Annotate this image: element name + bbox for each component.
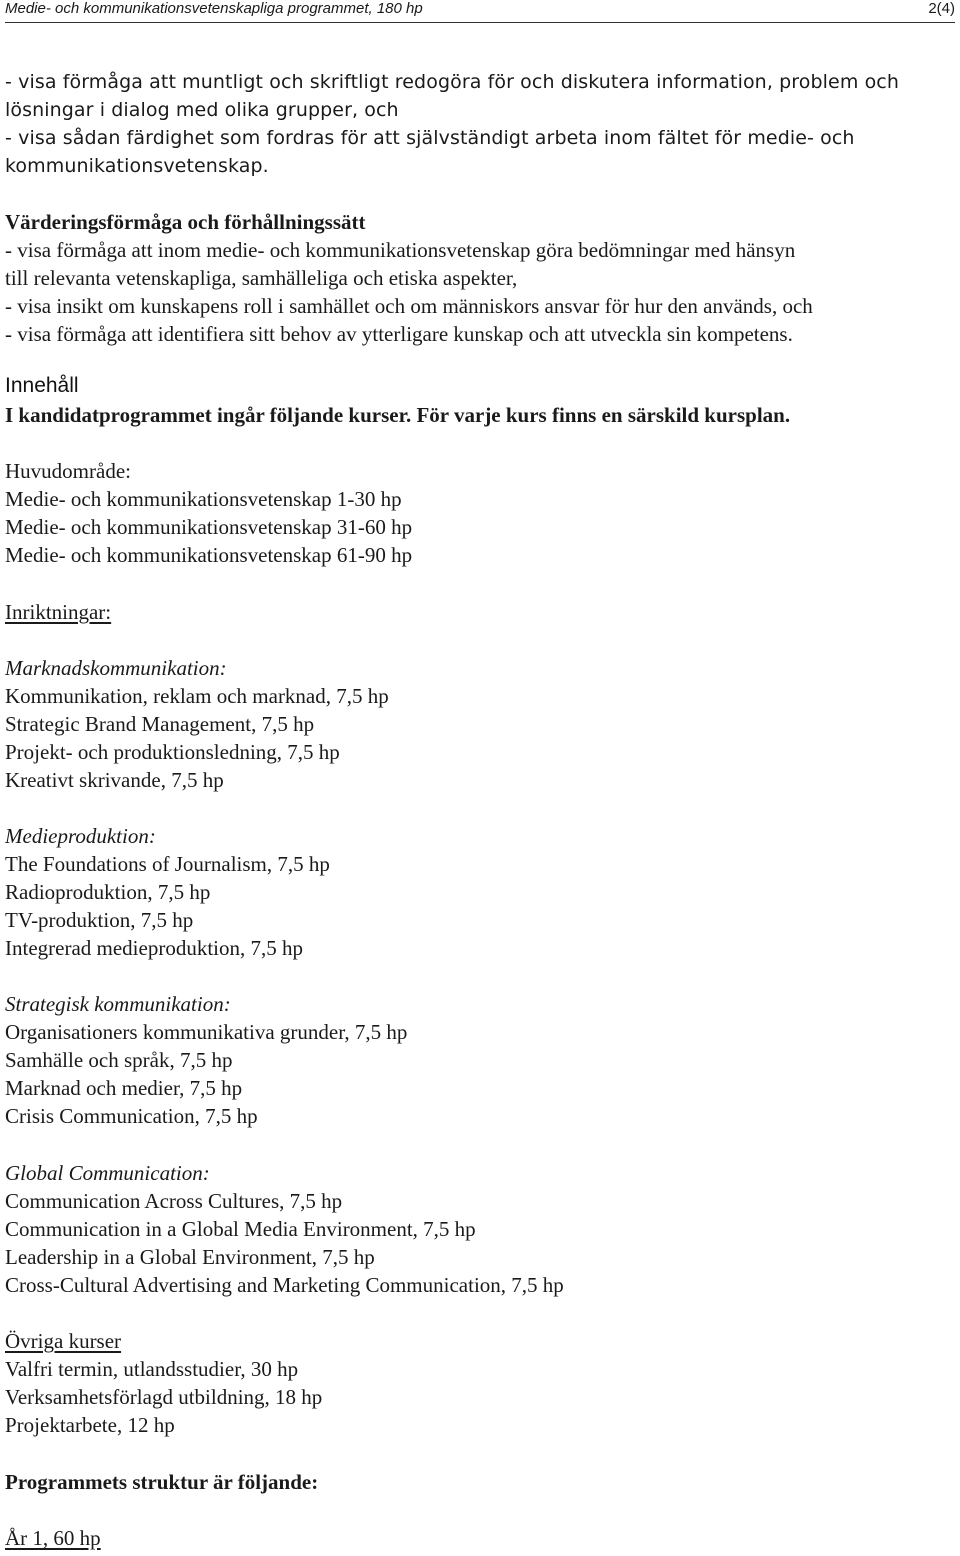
year-section	[5, 1524, 955, 1552]
intro-line: - visa sådan färdighet som fordras för att självständigt arbeta inom fältet för medie- och	[5, 127, 855, 149]
course-item: Samhälle och språk, 7,5 hp	[5, 1048, 233, 1072]
intro-paragraph	[5, 68, 955, 180]
course-item: Verksamhetsförlagd utbildning, 18 hp	[5, 1385, 323, 1409]
course-item: Integrerad medieproduktion, 7,5 hp	[5, 936, 303, 960]
strategic-label: Strategisk kommunikation:	[5, 992, 231, 1016]
course-item: TV-produktion, 7,5 hp	[5, 908, 194, 932]
page-number: 2(4)	[928, 0, 955, 17]
specializations-label: Inriktningar:	[5, 600, 112, 624]
marketing-section	[5, 654, 955, 794]
values-line: - visa förmåga att inom medie- och kommunikationsvetenskap göra bedömningar med hänsyn	[5, 238, 796, 262]
structure-heading: Programmets struktur är följande:	[5, 1470, 319, 1494]
other-courses-label: Övriga kurser	[5, 1329, 122, 1353]
course-item: Communication in a Global Media Environment, 7,5 hp	[5, 1217, 476, 1241]
intro-line: lösningar i dialog med olika grupper, och	[5, 99, 399, 121]
course-item: Medie- och kommunikationsvetenskap 31-60 hp	[5, 515, 413, 539]
intro-line: - visa förmåga att muntligt och skriftligt redogöra för och diskutera information, problem och	[5, 71, 899, 93]
content-heading: Innehåll	[5, 374, 79, 397]
course-item: Communication Across Cultures, 7,5 hp	[5, 1189, 343, 1213]
values-section	[5, 208, 955, 348]
intro-line: kommunikationsvetenskap.	[5, 155, 269, 177]
course-item: Valfri termin, utlandsstudier, 30 hp	[5, 1357, 299, 1381]
media-production-section	[5, 822, 955, 962]
main-area-section	[5, 457, 955, 569]
content-intro: I kandidatprogrammet ingår följande kurser. För varje kurs finns en särskild kursplan.	[5, 403, 791, 427]
specializations-section	[5, 598, 955, 626]
other-courses-section	[5, 1327, 955, 1439]
course-item: Radioproduktion, 7,5 hp	[5, 880, 211, 904]
course-item: Organisationers kommunikativa grunder, 7,5 hp	[5, 1020, 408, 1044]
values-line: till relevanta vetenskapliga, samhälleliga och etiska aspekter,	[5, 266, 518, 290]
course-item: Medie- och kommunikationsvetenskap 61-90 hp	[5, 543, 413, 567]
document-title: Medie- och kommunikationsvetenskapliga programmet, 180 hp	[5, 0, 423, 17]
values-line: - visa insikt om kunskapens roll i samhället och om människors ansvar för hur den används, och	[5, 294, 813, 318]
media-production-label: Medieproduktion:	[5, 824, 156, 848]
course-item: Kreativt skrivande, 7,5 hp	[5, 768, 224, 792]
course-item: The Foundations of Journalism, 7,5 hp	[5, 852, 330, 876]
values-heading: Värderingsförmåga och förhållningssätt	[5, 210, 366, 234]
course-item: Leadership in a Global Environment, 7,5 hp	[5, 1245, 375, 1269]
global-section	[5, 1159, 955, 1299]
course-item: Crisis Communication, 7,5 hp	[5, 1104, 258, 1128]
marketing-label: Marknadskommunikation:	[5, 656, 227, 680]
course-item: Marknad och medier, 7,5 hp	[5, 1076, 243, 1100]
course-item: Projektarbete, 12 hp	[5, 1413, 175, 1437]
course-item: Projekt- och produktionsledning, 7,5 hp	[5, 740, 340, 764]
main-area-label: Huvudområde:	[5, 459, 131, 483]
course-item: Kommunikation, reklam och marknad, 7,5 hp	[5, 684, 389, 708]
global-label: Global Communication:	[5, 1161, 210, 1185]
course-item: Medie- och kommunikationsvetenskap 1-30 hp	[5, 487, 402, 511]
values-line: - visa förmåga att identifiera sitt behov av ytterligare kunskap och att utveckla sin kompetens.	[5, 322, 793, 346]
course-item: Strategic Brand Management, 7,5 hp	[5, 712, 315, 736]
strategic-section	[5, 990, 955, 1130]
course-item: Cross-Cultural Advertising and Marketing Communication, 7,5 hp	[5, 1273, 564, 1297]
year-label: År 1, 60 hp	[5, 1526, 101, 1550]
page-header	[5, 0, 955, 23]
